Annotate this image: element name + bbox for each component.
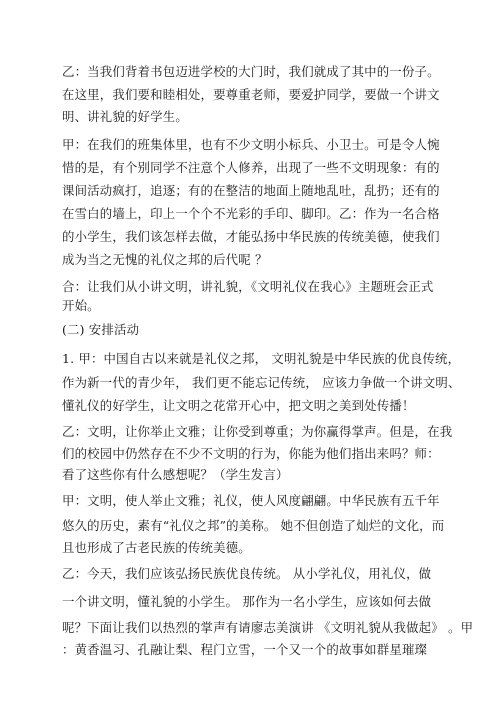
text-line: 看了这些你有什么感想呢？（学生发言） xyxy=(62,467,289,482)
text-line: 在这里，我们要和睦相处，要尊重老师，要爱护同学，要做一个讲文 xyxy=(62,87,440,102)
text-line: 乙：文明，让你举止文雅；让你受到尊重；为你赢得掌声。但是，在我 xyxy=(62,424,453,439)
text-line: 乙：今天，我们应该弘扬民族优良传统。 从小学礼仪，用礼仪，做 xyxy=(62,566,432,581)
text-line: 呢？下面让我们以热烈的掌声有请廖志美演讲 《文明礼貌从我做起》 。甲 xyxy=(62,620,474,635)
section-heading: (二) 安排活动 xyxy=(62,322,140,337)
text-line: 成为当之无愧的礼仪之邦的后代呢 ？ xyxy=(62,252,268,267)
text-line: 一个讲文明，懂礼貌的小学生。 那作为一名小学生，应该如何去做 xyxy=(62,594,432,609)
text-line: 的小学生，我们该怎样去做，才能弘扬中华民族的传统美德，使我们 xyxy=(62,229,440,244)
text-line: 乙：当我们背着书包迈进学校的大门时，我们就成了其中的一份子。 xyxy=(62,64,440,79)
text-line: 懂礼仪的好学生，让文明之花常开心中，把文明之美到处传播！ xyxy=(62,398,415,413)
text-line: 1. 甲：中国自古以来就是礼仪之邦， 文明礼貌是中华民族的优良传统， xyxy=(62,351,461,366)
text-line: 开始。 xyxy=(62,298,100,313)
text-line: 甲：在我们的班集体里，也有不少文明小标兵、小卫士。可是令人惋 xyxy=(62,137,440,152)
text-line: 作为新一代的青少年， 我们更不能忘记传统， 应该力争做一个讲文明、 xyxy=(62,375,461,390)
text-line: 课间活动疯打，追逐；有的在整洁的地面上随地乱吐，乱扔；还有的 xyxy=(62,183,440,198)
text-line: 在雪白的墙上，印上一个个不光彩的手印、脚印。乙：作为一名合格 xyxy=(62,206,440,221)
text-line: 们的校园中仍然存在不少不文明的行为，你能为他们指出来吗？师： xyxy=(62,446,440,461)
text-line: 明、讲礼貌的好学生。 xyxy=(62,109,188,124)
text-line: 悠久的历史，素有“礼仪之邦”的美称。 她不但创造了灿烂的文化，而 xyxy=(62,518,445,533)
text-line: 甲：文明，使人举止文雅；礼仪，使人风度翩翩。中华民族有五千年 xyxy=(62,493,440,508)
text-line: ：黄香温习、孔融让梨、程门立雪，一个又一个的故事如群星璀璨 xyxy=(62,642,428,657)
text-line: 且也形成了古老民族的传统美德。 xyxy=(62,540,251,555)
text-line: 惜的是，有个别同学不注意个人修养，出现了一些不文明现象：有的 xyxy=(62,160,440,175)
text-line: 合：让我们从小讲文明，讲礼貌，《文明礼仪在我心》主题班会正式 xyxy=(62,279,434,294)
